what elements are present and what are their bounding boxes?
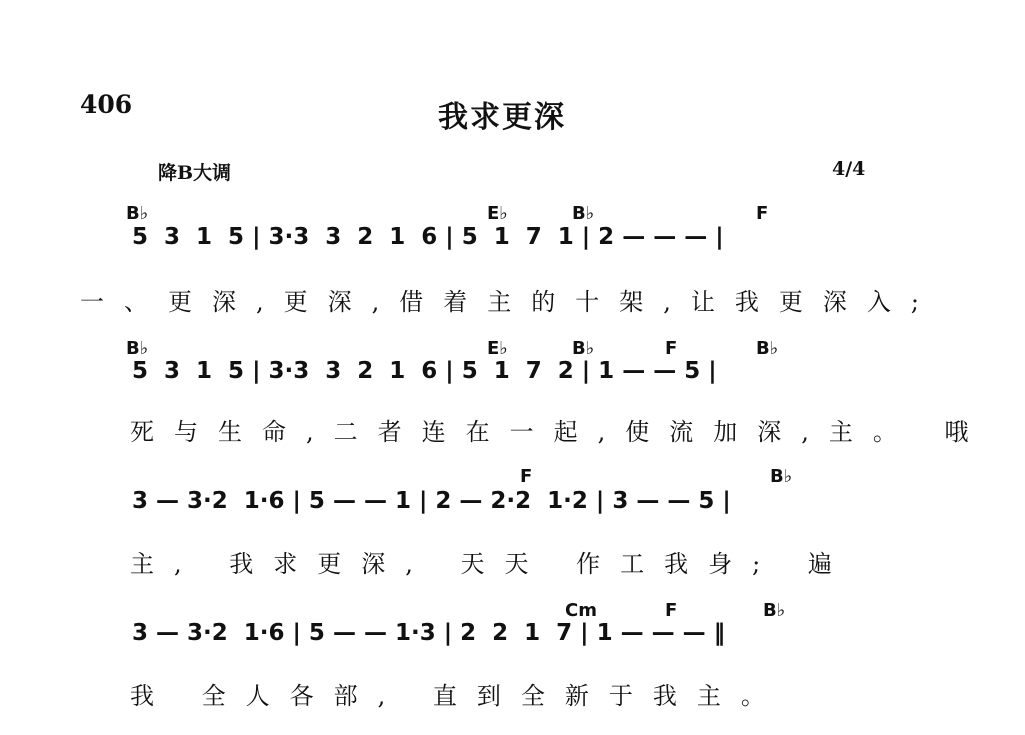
chord-4-2: F (665, 600, 678, 621)
lyrics-row-2: 死与生命,二者连在一起,使流加深,主。 哦 (130, 418, 989, 446)
key-signature: 降B大调 (158, 162, 232, 184)
notation-row-3: 3 — 3·2 1·6 | 5 — — 1 | 2 — 2·2 1·2 | 3 — — 5 | (132, 488, 731, 514)
notation-row-4: 3 — 3·2 1·6 | 5 — — 1·3 | 2 2 1 7 | 1 — — — ‖ (132, 620, 726, 646)
chord-2-4: F (665, 338, 678, 359)
chord-2-3: B♭ (572, 338, 595, 359)
chord-1-3: B♭ (572, 203, 595, 224)
notation-row-2: 5 3 1 5 | 3·3 3 2 1 6 | 5 1 7 2 | 1 — — 5 | (132, 358, 717, 384)
chord-3-2: B♭ (770, 466, 793, 487)
chord-1-4: F (756, 203, 769, 224)
hymn-number: 406 (80, 90, 133, 119)
chord-1-2: E♭ (487, 203, 508, 224)
chord-2-2: E♭ (487, 338, 508, 359)
chord-2-5: B♭ (756, 338, 779, 359)
notation-row-1: 5 3 1 5 | 3·3 3 2 1 6 | 5 1 7 1 | 2 — — — | (132, 224, 724, 250)
time-signature: 4/4 (832, 158, 866, 180)
chord-4-1: Cm (565, 600, 597, 621)
chord-3-1: F (520, 466, 533, 487)
chord-4-3: B♭ (763, 600, 786, 621)
hymn-title: 我求更深 (438, 100, 566, 135)
chord-1-1: B♭ (126, 203, 149, 224)
lyrics-row-1: 一、更深,更深,借着主的十架,让我更深入; (80, 288, 939, 316)
lyrics-row-3: 主, 我求更深, 天天 作工我身; 遍 (130, 550, 852, 578)
lyrics-row-4: 我 全人各部, 直到全新于我主。 (130, 682, 785, 710)
chord-2-1: B♭ (126, 338, 149, 359)
